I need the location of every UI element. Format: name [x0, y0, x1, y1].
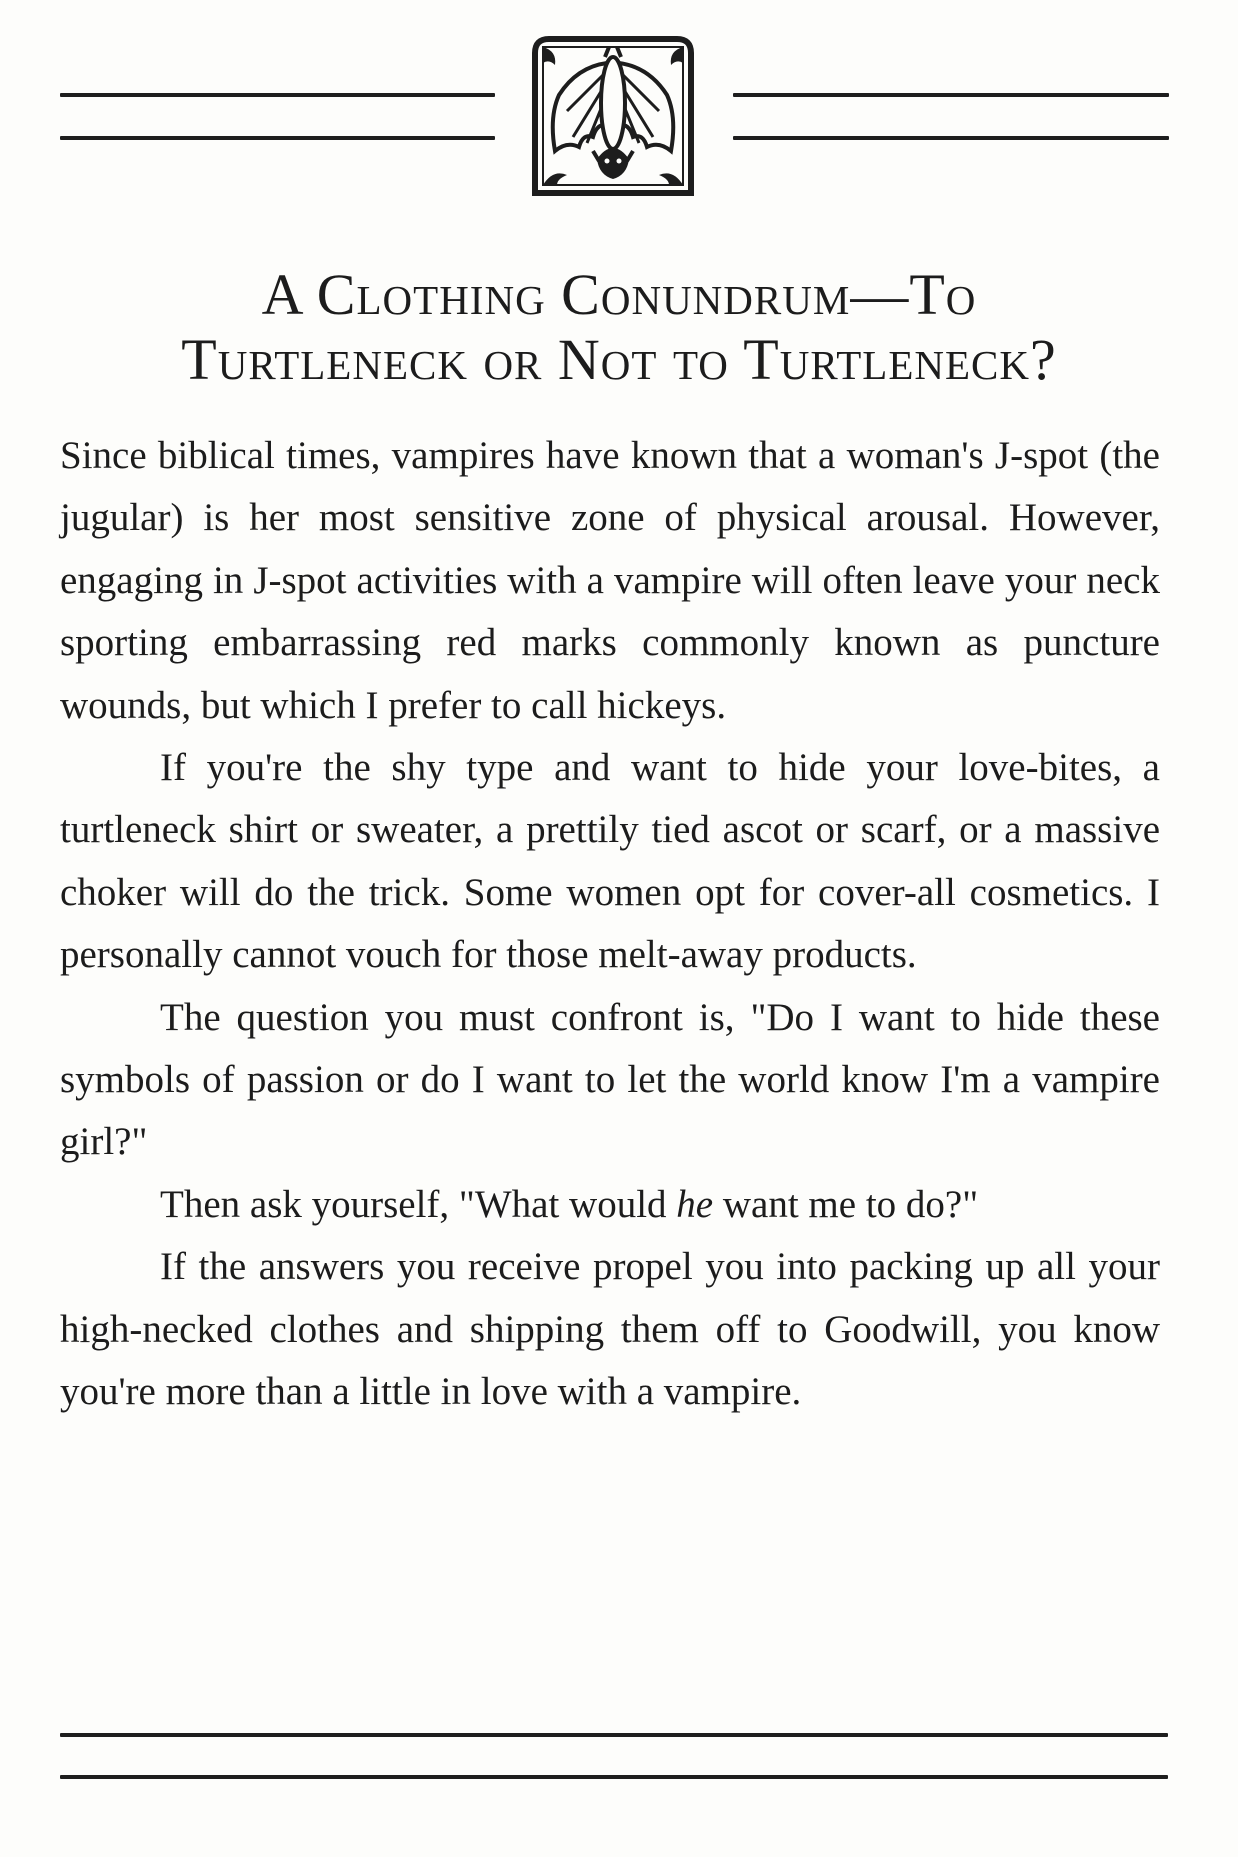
- top-left-rule-lower: [60, 136, 495, 140]
- paragraph-1: Since biblical times, vampires have known that a woman's J-spot (the jugular) is her most sensitive zone of physical arousal. However, engaging in J-spot activities with a vampire will often leave your neck sporting embarrassing red marks commonly known as puncture wounds, but which I prefer to call hickeys.: [60, 434, 1160, 727]
- article-body: [60, 425, 1160, 1424]
- bat-emblem-icon: [527, 33, 697, 201]
- paragraph-4-after: want me to do?": [713, 1182, 979, 1226]
- page-title: [40, 262, 1198, 392]
- paragraph-5: If the answers you receive propel you into packing up all your high-necked clothes and shipping them off to Goodwill, you know you're more than a little in love with a vampire.: [60, 1245, 1160, 1414]
- title-line-1: A Clothing Conundrum—To: [261, 262, 977, 327]
- paragraph-4-before: Then ask yourself, "What would: [160, 1182, 677, 1226]
- bottom-rule-upper: [60, 1733, 1168, 1737]
- paragraph-4-emphasis: he: [676, 1182, 714, 1226]
- bottom-rule-lower: [60, 1775, 1168, 1779]
- top-right-rule-upper: [733, 93, 1169, 97]
- top-left-rule-upper: [60, 93, 495, 97]
- paragraph-3: The question you must confront is, "Do I want to hide these symbols of passion or do I want to let the world know I'm a vampire girl?": [60, 995, 1160, 1164]
- top-right-rule-lower: [733, 136, 1169, 140]
- paragraph-4: [60, 1174, 1160, 1236]
- paragraph-2: If you're the shy type and want to hide your love-bites, a turtleneck shirt or sweater, a prettily tied ascot or scarf, or a massive choker will do the trick. Some women opt for cover-all cosmetics. I personally cannot vouch for those melt-away products.: [60, 746, 1160, 977]
- title-line-2: Turtleneck or Not to Turtleneck?: [181, 327, 1057, 392]
